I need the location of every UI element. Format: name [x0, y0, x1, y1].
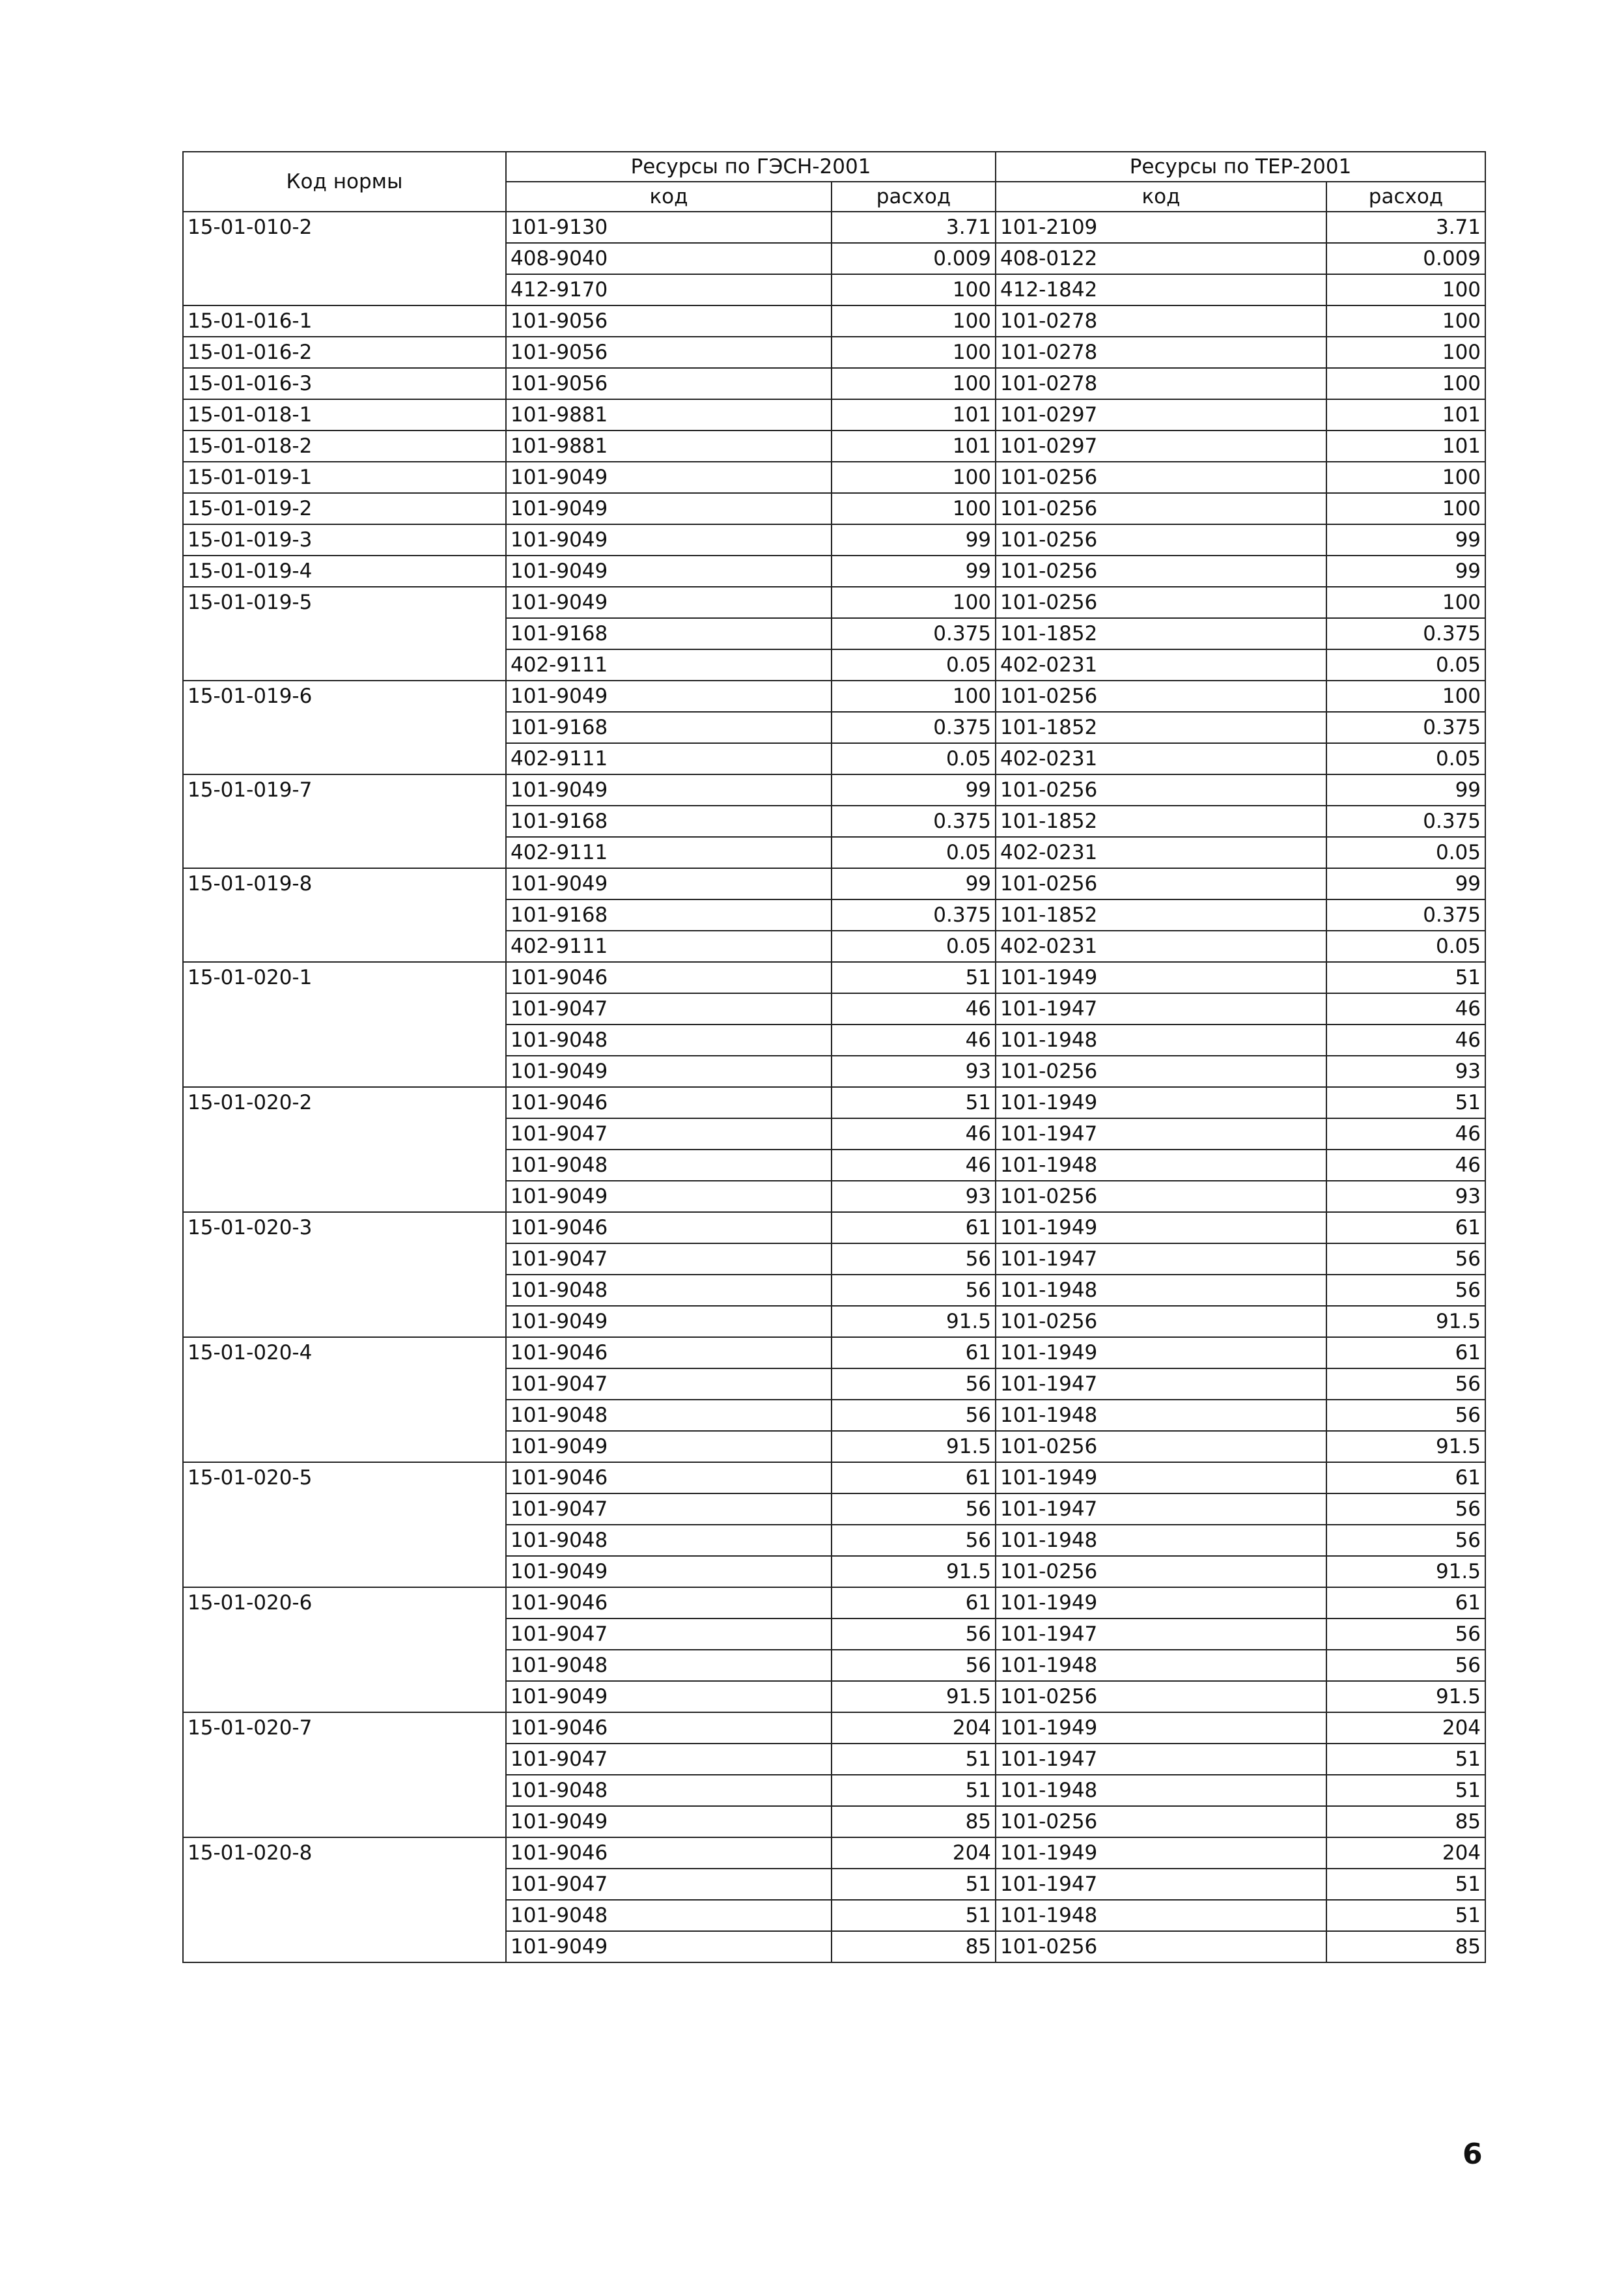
ter-code-cell: 101-0256 — [996, 1806, 1326, 1837]
ter-code-cell: 101-1947 — [996, 993, 1326, 1025]
ter-code-cell: 101-0256 — [996, 1556, 1326, 1587]
ter-code-cell: 101-0256 — [996, 1931, 1326, 1962]
norm-code-cell: 15-01-020-7 — [183, 1712, 506, 1837]
ter-code-cell: 101-1948 — [996, 1025, 1326, 1056]
ter-code-cell: 101-1948 — [996, 1525, 1326, 1556]
gesn-usage-cell: 100 — [832, 681, 996, 712]
ter-code-cell: 101-0256 — [996, 1181, 1326, 1212]
gesn-code-cell: 101-9049 — [506, 1056, 832, 1087]
norm-code-cell: 15-01-019-7 — [183, 774, 506, 868]
gesn-usage-cell: 99 — [832, 524, 996, 556]
gesn-usage-cell: 93 — [832, 1056, 996, 1087]
gesn-code-cell: 101-9047 — [506, 1869, 832, 1900]
ter-code-cell: 101-1949 — [996, 1837, 1326, 1869]
gesn-usage-cell: 100 — [832, 337, 996, 368]
gesn-code-cell: 412-9170 — [506, 274, 832, 305]
ter-code-cell: 101-0256 — [996, 868, 1326, 899]
gesn-usage-cell: 100 — [832, 587, 996, 618]
gesn-code-cell: 101-9048 — [506, 1650, 832, 1681]
ter-code-cell: 402-0231 — [996, 649, 1326, 681]
ter-code-cell: 101-1852 — [996, 899, 1326, 931]
ter-code-cell: 101-1947 — [996, 1493, 1326, 1525]
gesn-usage-cell: 51 — [832, 1869, 996, 1900]
gesn-usage-cell: 61 — [832, 1212, 996, 1243]
ter-usage-cell: 100 — [1326, 681, 1485, 712]
gesn-code-cell: 101-9047 — [506, 1368, 832, 1400]
ter-usage-cell: 61 — [1326, 1212, 1485, 1243]
gesn-code-cell: 101-9047 — [506, 1118, 832, 1150]
gesn-usage-cell: 56 — [832, 1619, 996, 1650]
ter-usage-cell: 61 — [1326, 1587, 1485, 1619]
table-body — [183, 212, 1485, 1962]
gesn-usage-cell: 100 — [832, 305, 996, 337]
ter-code-cell: 101-1852 — [996, 806, 1326, 837]
gesn-usage-cell: 0.05 — [832, 931, 996, 962]
ter-code-cell: 101-0256 — [996, 681, 1326, 712]
gesn-code-cell: 101-9047 — [506, 1493, 832, 1525]
gesn-code-cell: 101-9049 — [506, 587, 832, 618]
gesn-usage-cell: 46 — [832, 993, 996, 1025]
gesn-code-cell: 101-9046 — [506, 1462, 832, 1493]
ter-code-cell: 101-0256 — [996, 556, 1326, 587]
header-gesn-code: код — [506, 182, 832, 212]
ter-code-cell: 101-0256 — [996, 1306, 1326, 1337]
ter-usage-cell: 46 — [1326, 1025, 1485, 1056]
gesn-usage-cell: 91.5 — [832, 1556, 996, 1587]
ter-code-cell: 101-1948 — [996, 1775, 1326, 1806]
norm-code-cell: 15-01-019-4 — [183, 556, 506, 587]
ter-code-cell: 101-1949 — [996, 1087, 1326, 1118]
gesn-code-cell: 101-9049 — [506, 1181, 832, 1212]
gesn-usage-cell: 101 — [832, 431, 996, 462]
ter-code-cell: 101-0278 — [996, 337, 1326, 368]
gesn-usage-cell: 0.375 — [832, 618, 996, 649]
gesn-code-cell: 402-9111 — [506, 743, 832, 774]
ter-code-cell: 101-1948 — [996, 1650, 1326, 1681]
table-row — [183, 1337, 1485, 1368]
ter-code-cell: 101-0297 — [996, 399, 1326, 431]
ter-usage-cell: 0.05 — [1326, 743, 1485, 774]
ter-usage-cell: 204 — [1326, 1837, 1485, 1869]
table-row — [183, 1587, 1485, 1619]
ter-usage-cell: 91.5 — [1326, 1681, 1485, 1712]
gesn-code-cell: 101-9049 — [506, 868, 832, 899]
ter-usage-cell: 93 — [1326, 1181, 1485, 1212]
ter-code-cell: 101-1949 — [996, 962, 1326, 993]
gesn-usage-cell: 91.5 — [832, 1306, 996, 1337]
norm-code-cell: 15-01-018-2 — [183, 431, 506, 462]
gesn-code-cell: 101-9049 — [506, 524, 832, 556]
gesn-code-cell: 402-9111 — [506, 931, 832, 962]
table-row — [183, 212, 1485, 243]
gesn-code-cell: 101-9168 — [506, 618, 832, 649]
gesn-usage-cell: 0.05 — [832, 649, 996, 681]
ter-code-cell: 101-1947 — [996, 1869, 1326, 1900]
ter-usage-cell: 0.009 — [1326, 243, 1485, 274]
ter-code-cell: 101-0297 — [996, 431, 1326, 462]
norm-code-cell: 15-01-020-1 — [183, 962, 506, 1087]
ter-usage-cell: 0.375 — [1326, 806, 1485, 837]
norm-code-cell: 15-01-020-4 — [183, 1337, 506, 1462]
ter-code-cell: 408-0122 — [996, 243, 1326, 274]
gesn-usage-cell: 46 — [832, 1118, 996, 1150]
gesn-usage-cell: 0.375 — [832, 712, 996, 743]
table-row — [183, 774, 1485, 806]
resource-norms-table — [182, 151, 1486, 1963]
gesn-usage-cell: 91.5 — [832, 1681, 996, 1712]
gesn-usage-cell: 85 — [832, 1806, 996, 1837]
gesn-usage-cell: 46 — [832, 1150, 996, 1181]
ter-usage-cell: 56 — [1326, 1368, 1485, 1400]
gesn-usage-cell: 51 — [832, 1087, 996, 1118]
norm-code-cell: 15-01-020-5 — [183, 1462, 506, 1587]
gesn-code-cell: 101-9048 — [506, 1150, 832, 1181]
gesn-code-cell: 101-9049 — [506, 1431, 832, 1462]
ter-usage-cell: 100 — [1326, 368, 1485, 399]
header-norm-code: Код нормы — [183, 152, 506, 212]
gesn-usage-cell: 91.5 — [832, 1431, 996, 1462]
ter-code-cell: 412-1842 — [996, 274, 1326, 305]
gesn-code-cell: 101-9048 — [506, 1900, 832, 1931]
gesn-code-cell: 101-9049 — [506, 1556, 832, 1587]
ter-usage-cell: 56 — [1326, 1619, 1485, 1650]
gesn-code-cell: 101-9049 — [506, 556, 832, 587]
gesn-usage-cell: 51 — [832, 1775, 996, 1806]
ter-code-cell: 101-1949 — [996, 1212, 1326, 1243]
gesn-usage-cell: 56 — [832, 1493, 996, 1525]
gesn-usage-cell: 0.375 — [832, 899, 996, 931]
norm-code-cell: 15-01-016-1 — [183, 305, 506, 337]
table-row — [183, 368, 1485, 399]
ter-usage-cell: 46 — [1326, 993, 1485, 1025]
gesn-usage-cell: 99 — [832, 868, 996, 899]
norm-code-cell: 15-01-019-6 — [183, 681, 506, 774]
gesn-code-cell: 101-9046 — [506, 1587, 832, 1619]
ter-usage-cell: 100 — [1326, 493, 1485, 524]
gesn-usage-cell: 0.05 — [832, 837, 996, 868]
ter-code-cell: 101-0256 — [996, 774, 1326, 806]
table-row — [183, 1837, 1485, 1869]
gesn-code-cell: 101-9881 — [506, 431, 832, 462]
ter-code-cell: 101-0256 — [996, 1431, 1326, 1462]
gesn-code-cell: 101-9046 — [506, 1837, 832, 1869]
table-row — [183, 305, 1485, 337]
ter-code-cell: 101-1852 — [996, 712, 1326, 743]
gesn-code-cell: 101-9049 — [506, 462, 832, 493]
norm-code-cell: 15-01-018-1 — [183, 399, 506, 431]
gesn-code-cell: 408-9040 — [506, 243, 832, 274]
gesn-usage-cell: 56 — [832, 1243, 996, 1275]
ter-code-cell: 101-1947 — [996, 1118, 1326, 1150]
ter-usage-cell: 100 — [1326, 587, 1485, 618]
gesn-code-cell: 101-9047 — [506, 1243, 832, 1275]
gesn-code-cell: 101-9049 — [506, 493, 832, 524]
gesn-code-cell: 101-9048 — [506, 1400, 832, 1431]
gesn-code-cell: 101-9046 — [506, 962, 832, 993]
gesn-code-cell: 101-9048 — [506, 1275, 832, 1306]
ter-usage-cell: 0.375 — [1326, 712, 1485, 743]
ter-code-cell: 101-0256 — [996, 1056, 1326, 1087]
gesn-usage-cell: 99 — [832, 556, 996, 587]
gesn-code-cell: 101-9049 — [506, 774, 832, 806]
ter-usage-cell: 56 — [1326, 1650, 1485, 1681]
norm-code-cell: 15-01-019-2 — [183, 493, 506, 524]
ter-usage-cell: 0.05 — [1326, 649, 1485, 681]
ter-code-cell: 101-1948 — [996, 1400, 1326, 1431]
ter-usage-cell: 204 — [1326, 1712, 1485, 1744]
gesn-usage-cell: 85 — [832, 1931, 996, 1962]
ter-code-cell: 101-1948 — [996, 1900, 1326, 1931]
table-row — [183, 587, 1485, 618]
gesn-code-cell: 101-9046 — [506, 1337, 832, 1368]
gesn-usage-cell: 51 — [832, 1900, 996, 1931]
gesn-code-cell: 101-9047 — [506, 993, 832, 1025]
ter-usage-cell: 51 — [1326, 1744, 1485, 1775]
gesn-usage-cell: 61 — [832, 1462, 996, 1493]
ter-code-cell: 402-0231 — [996, 931, 1326, 962]
ter-code-cell: 101-1947 — [996, 1619, 1326, 1650]
ter-usage-cell: 91.5 — [1326, 1431, 1485, 1462]
header-gesn-usage: расход — [832, 182, 996, 212]
norm-code-cell: 15-01-019-8 — [183, 868, 506, 962]
gesn-usage-cell: 101 — [832, 399, 996, 431]
ter-usage-cell: 51 — [1326, 1900, 1485, 1931]
ter-usage-cell: 56 — [1326, 1400, 1485, 1431]
ter-usage-cell: 61 — [1326, 1462, 1485, 1493]
norm-code-cell: 15-01-020-8 — [183, 1837, 506, 1962]
ter-usage-cell: 51 — [1326, 1087, 1485, 1118]
ter-code-cell: 101-0256 — [996, 587, 1326, 618]
gesn-code-cell: 101-9048 — [506, 1525, 832, 1556]
ter-usage-cell: 101 — [1326, 431, 1485, 462]
gesn-code-cell: 101-9048 — [506, 1775, 832, 1806]
ter-usage-cell: 100 — [1326, 337, 1485, 368]
gesn-code-cell: 101-9056 — [506, 368, 832, 399]
norm-code-cell: 15-01-016-3 — [183, 368, 506, 399]
gesn-code-cell: 101-9048 — [506, 1025, 832, 1056]
norm-code-cell: 15-01-010-2 — [183, 212, 506, 305]
ter-code-cell: 402-0231 — [996, 837, 1326, 868]
gesn-code-cell: 402-9111 — [506, 837, 832, 868]
gesn-usage-cell: 204 — [832, 1837, 996, 1869]
ter-usage-cell: 56 — [1326, 1243, 1485, 1275]
ter-usage-cell: 0.05 — [1326, 931, 1485, 962]
norm-code-cell: 15-01-020-2 — [183, 1087, 506, 1212]
ter-usage-cell: 0.375 — [1326, 899, 1485, 931]
ter-usage-cell: 91.5 — [1326, 1306, 1485, 1337]
gesn-code-cell: 101-9046 — [506, 1212, 832, 1243]
gesn-usage-cell: 93 — [832, 1181, 996, 1212]
gesn-code-cell: 101-9047 — [506, 1619, 832, 1650]
ter-usage-cell: 51 — [1326, 1775, 1485, 1806]
ter-usage-cell: 99 — [1326, 524, 1485, 556]
ter-usage-cell: 61 — [1326, 1337, 1485, 1368]
gesn-code-cell: 101-9047 — [506, 1744, 832, 1775]
norm-code-cell: 15-01-019-1 — [183, 462, 506, 493]
gesn-code-cell: 101-9130 — [506, 212, 832, 243]
ter-code-cell: 101-1949 — [996, 1587, 1326, 1619]
gesn-code-cell: 101-9049 — [506, 1306, 832, 1337]
ter-code-cell: 101-0256 — [996, 524, 1326, 556]
ter-usage-cell: 85 — [1326, 1931, 1485, 1962]
gesn-code-cell: 402-9111 — [506, 649, 832, 681]
table-row — [183, 1462, 1485, 1493]
table-row — [183, 1087, 1485, 1118]
ter-usage-cell: 0.375 — [1326, 618, 1485, 649]
gesn-usage-cell: 56 — [832, 1275, 996, 1306]
header-ter-resources: Ресурсы по ТЕР-2001 — [996, 152, 1485, 182]
table-row — [183, 399, 1485, 431]
gesn-code-cell: 101-9168 — [506, 806, 832, 837]
table-row — [183, 556, 1485, 587]
gesn-usage-cell: 61 — [832, 1337, 996, 1368]
ter-usage-cell: 56 — [1326, 1525, 1485, 1556]
ter-usage-cell: 3.71 — [1326, 212, 1485, 243]
gesn-usage-cell: 0.05 — [832, 743, 996, 774]
gesn-usage-cell: 100 — [832, 493, 996, 524]
gesn-code-cell: 101-9056 — [506, 305, 832, 337]
ter-usage-cell: 100 — [1326, 274, 1485, 305]
gesn-usage-cell: 0.375 — [832, 806, 996, 837]
norm-code-cell: 15-01-019-5 — [183, 587, 506, 681]
norm-code-cell: 15-01-016-2 — [183, 337, 506, 368]
ter-code-cell: 101-1947 — [996, 1368, 1326, 1400]
ter-usage-cell: 100 — [1326, 305, 1485, 337]
gesn-usage-cell: 61 — [832, 1587, 996, 1619]
ter-usage-cell: 101 — [1326, 399, 1485, 431]
gesn-usage-cell: 56 — [832, 1650, 996, 1681]
header-gesn-resources: Ресурсы по ГЭСН-2001 — [506, 152, 996, 182]
ter-code-cell: 101-1948 — [996, 1275, 1326, 1306]
ter-usage-cell: 100 — [1326, 462, 1485, 493]
ter-code-cell: 101-0278 — [996, 305, 1326, 337]
gesn-code-cell: 101-9168 — [506, 899, 832, 931]
table-row — [183, 431, 1485, 462]
table-row — [183, 1212, 1485, 1243]
ter-usage-cell: 46 — [1326, 1150, 1485, 1181]
gesn-usage-cell: 56 — [832, 1525, 996, 1556]
gesn-usage-cell: 100 — [832, 274, 996, 305]
ter-code-cell: 101-1948 — [996, 1150, 1326, 1181]
ter-code-cell: 101-1949 — [996, 1712, 1326, 1744]
table-row — [183, 962, 1485, 993]
ter-code-cell: 101-1949 — [996, 1337, 1326, 1368]
gesn-code-cell: 101-9046 — [506, 1087, 832, 1118]
ter-usage-cell: 46 — [1326, 1118, 1485, 1150]
ter-code-cell: 101-0278 — [996, 368, 1326, 399]
norm-code-cell: 15-01-020-3 — [183, 1212, 506, 1337]
ter-code-cell: 402-0231 — [996, 743, 1326, 774]
gesn-usage-cell: 99 — [832, 774, 996, 806]
gesn-usage-cell: 51 — [832, 1744, 996, 1775]
ter-usage-cell: 99 — [1326, 774, 1485, 806]
table-row — [183, 681, 1485, 712]
norm-code-cell: 15-01-020-6 — [183, 1587, 506, 1712]
ter-usage-cell: 56 — [1326, 1493, 1485, 1525]
ter-code-cell: 101-0256 — [996, 462, 1326, 493]
ter-code-cell: 101-1947 — [996, 1744, 1326, 1775]
table-row — [183, 462, 1485, 493]
ter-usage-cell: 56 — [1326, 1275, 1485, 1306]
gesn-code-cell: 101-9049 — [506, 681, 832, 712]
table-row — [183, 1712, 1485, 1744]
ter-code-cell: 101-1852 — [996, 618, 1326, 649]
gesn-usage-cell: 51 — [832, 962, 996, 993]
ter-usage-cell: 85 — [1326, 1806, 1485, 1837]
table-row — [183, 868, 1485, 899]
gesn-usage-cell: 3.71 — [832, 212, 996, 243]
table-row — [183, 493, 1485, 524]
page-number: 6 — [1463, 2138, 1483, 2171]
gesn-code-cell: 101-9049 — [506, 1681, 832, 1712]
gesn-code-cell: 101-9049 — [506, 1931, 832, 1962]
ter-code-cell: 101-0256 — [996, 493, 1326, 524]
gesn-usage-cell: 204 — [832, 1712, 996, 1744]
table-row — [183, 524, 1485, 556]
gesn-code-cell: 101-9168 — [506, 712, 832, 743]
ter-code-cell: 101-0256 — [996, 1681, 1326, 1712]
gesn-usage-cell: 46 — [832, 1025, 996, 1056]
header-ter-usage: расход — [1326, 182, 1485, 212]
ter-usage-cell: 51 — [1326, 1869, 1485, 1900]
gesn-usage-cell: 56 — [832, 1400, 996, 1431]
ter-usage-cell: 99 — [1326, 868, 1485, 899]
ter-code-cell: 101-1947 — [996, 1243, 1326, 1275]
norm-code-cell: 15-01-019-3 — [183, 524, 506, 556]
gesn-usage-cell: 100 — [832, 462, 996, 493]
gesn-code-cell: 101-9881 — [506, 399, 832, 431]
gesn-code-cell: 101-9056 — [506, 337, 832, 368]
ter-usage-cell: 0.05 — [1326, 837, 1485, 868]
ter-usage-cell: 99 — [1326, 556, 1485, 587]
ter-usage-cell: 91.5 — [1326, 1556, 1485, 1587]
gesn-usage-cell: 56 — [832, 1368, 996, 1400]
gesn-code-cell: 101-9046 — [506, 1712, 832, 1744]
table-row — [183, 337, 1485, 368]
gesn-code-cell: 101-9049 — [506, 1806, 832, 1837]
header-ter-code: код — [996, 182, 1326, 212]
ter-usage-cell: 51 — [1326, 962, 1485, 993]
ter-code-cell: 101-2109 — [996, 212, 1326, 243]
ter-code-cell: 101-1949 — [996, 1462, 1326, 1493]
table-header — [183, 152, 1485, 212]
gesn-usage-cell: 0.009 — [832, 243, 996, 274]
ter-usage-cell: 93 — [1326, 1056, 1485, 1087]
gesn-usage-cell: 100 — [832, 368, 996, 399]
